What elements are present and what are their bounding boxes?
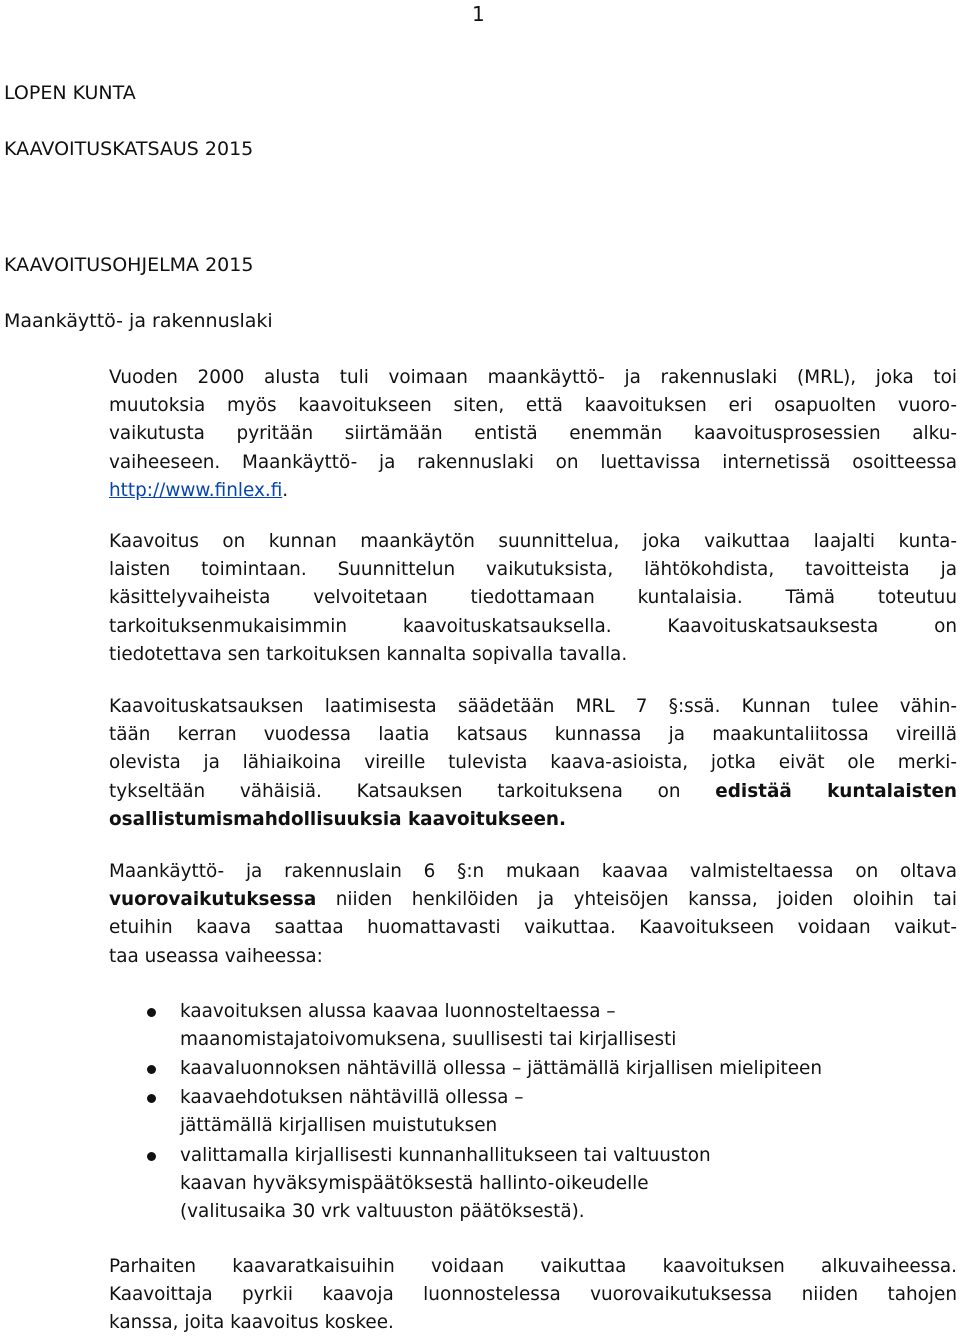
bullet-icon [147, 1152, 156, 1161]
list-item-text: (valitusaika 30 vrk valtuuston päätöksestä). [180, 1201, 585, 1222]
paragraph-line: Kaavoituskatsauksen laatimisesta säädetään MRL 7 §:ssä. Kunnan tulee vähin- [109, 696, 957, 717]
finlex-link[interactable]: http://www.finlex.fi [109, 479, 283, 501]
paragraph-line: käsittelyvaiheista velvoitetaan tiedottamaan kuntalaisia. Tämä toteutuu [109, 587, 957, 609]
list-item-text: valittamalla kirjallisesti kunnanhallitukseen tai valtuuston [180, 1145, 711, 1166]
link-suffix: . [282, 479, 289, 501]
paragraph-closing [109, 1253, 957, 1338]
list-item-text: kaavaehdotuksen nähtävillä ollessa – [180, 1087, 524, 1108]
paragraph-line [109, 806, 957, 834]
municipality-heading: LOPEN KUNTA [4, 82, 136, 104]
paragraph-line [109, 778, 957, 806]
paragraph-line: tiedotettava sen tarkoituksen kannalta sopivalla tavalla. [109, 643, 628, 665]
paragraph-interaction [109, 858, 957, 971]
program-heading: KAAVOITUSOHJELMA 2015 [4, 254, 254, 276]
paragraph-line [109, 477, 957, 505]
review-heading: KAAVOITUSKATSAUS 2015 [4, 138, 254, 160]
bullet-icon [147, 1094, 156, 1103]
paragraph-line: muutoksia myös kaavoitukseen siten, että kaavoituksen eri osapuolten vuoro- [109, 395, 957, 417]
paragraph-intro [109, 364, 957, 505]
text-emphasis: edistää kuntalaisten [715, 780, 958, 802]
text-emphasis: vuorovaikutuksessa [109, 889, 317, 911]
text-emphasis: osallistumismahdollisuuksia kaavoitukseen. [109, 808, 567, 830]
list-item-text: kaavoituksen alussa kaavaa luonnosteltaessa – [180, 1001, 616, 1022]
paragraph-line [109, 886, 957, 914]
paragraph-line: tarkoituksenmukaisimmin kaavoituskatsauksella. Kaavoituskatsauksesta on [109, 615, 957, 637]
paragraph-line: taa useassa vaiheessa: [109, 945, 323, 967]
paragraph-line: kanssa, joita kaavoitus koskee. [109, 1312, 394, 1334]
bullet-icon [147, 1065, 156, 1074]
paragraph-line: vaiheeseen. Maankäyttö- ja rakennuslaki on luettavissa internetissä osoitteessa [109, 451, 957, 473]
law-heading: Maankäyttö- ja rakennuslaki [4, 310, 273, 332]
paragraph-line: vaikutusta pyritään siirtämään entistä enemmän kaavoitusprosessien alku- [109, 423, 957, 445]
paragraph-line: Kaavoittaja pyrkii kaavoja luonnostelessa vuorovaikutuksessa niiden tahojen [109, 1284, 957, 1306]
paragraph-line: Vuoden 2000 alusta tuli voimaan maankäyttö- ja rakennuslaki (MRL), joka toi [109, 367, 957, 388]
paragraph-review-law [109, 693, 957, 834]
paragraph-line: Parhaiten kaavaratkaisuihin voidaan vaikuttaa kaavoituksen alkuvaiheessa. [109, 1256, 957, 1277]
bullet-icon [147, 1008, 156, 1017]
paragraph-line: tään kerran vuodessa laatia katsaus kunnassa ja maakuntaliitossa vireillä [109, 724, 957, 746]
page-number: 1 [472, 2, 485, 26]
paragraph-line: etuihin kaava saattaa huomattavasti vaikuttaa. Kaavoitukseen voidaan vaikut- [109, 917, 957, 939]
text-plain: tykseltään vähäisiä. Katsauksen tarkoituksena on [109, 780, 716, 802]
paragraph-line: olevista ja lähiaikoina vireille tulevista kaava-asioista, jotka eivät ole merki- [109, 752, 957, 774]
paragraph-line: laisten toimintaan. Suunnittelun vaikutuksista, lähtökohdista, tavoitteista ja [109, 559, 957, 581]
paragraph-planning [109, 528, 957, 669]
list-item-text: kaavaluonnoksen nähtävillä ollessa – jättämällä kirjallisen mielipiteen [180, 1058, 822, 1079]
list-item-text: jättämällä kirjallisen muistutuksen [180, 1115, 498, 1136]
text-plain: niiden henkilöiden ja yhteisöjen kanssa, joiden oloihin tai [316, 889, 957, 911]
list-item-text: maanomistajatoivomuksena, suullisesti tai kirjallisesti [180, 1029, 677, 1050]
paragraph-line: Maankäyttö- ja rakennuslain 6 §:n mukaan kaavaa valmisteltaessa on oltava [109, 861, 957, 882]
paragraph-line: Kaavoitus on kunnan maankäytön suunnittelua, joka vaikuttaa laajalti kunta- [109, 531, 957, 552]
list-item-text: kaavan hyväksymispäätöksestä hallinto-oikeudelle [180, 1173, 649, 1194]
